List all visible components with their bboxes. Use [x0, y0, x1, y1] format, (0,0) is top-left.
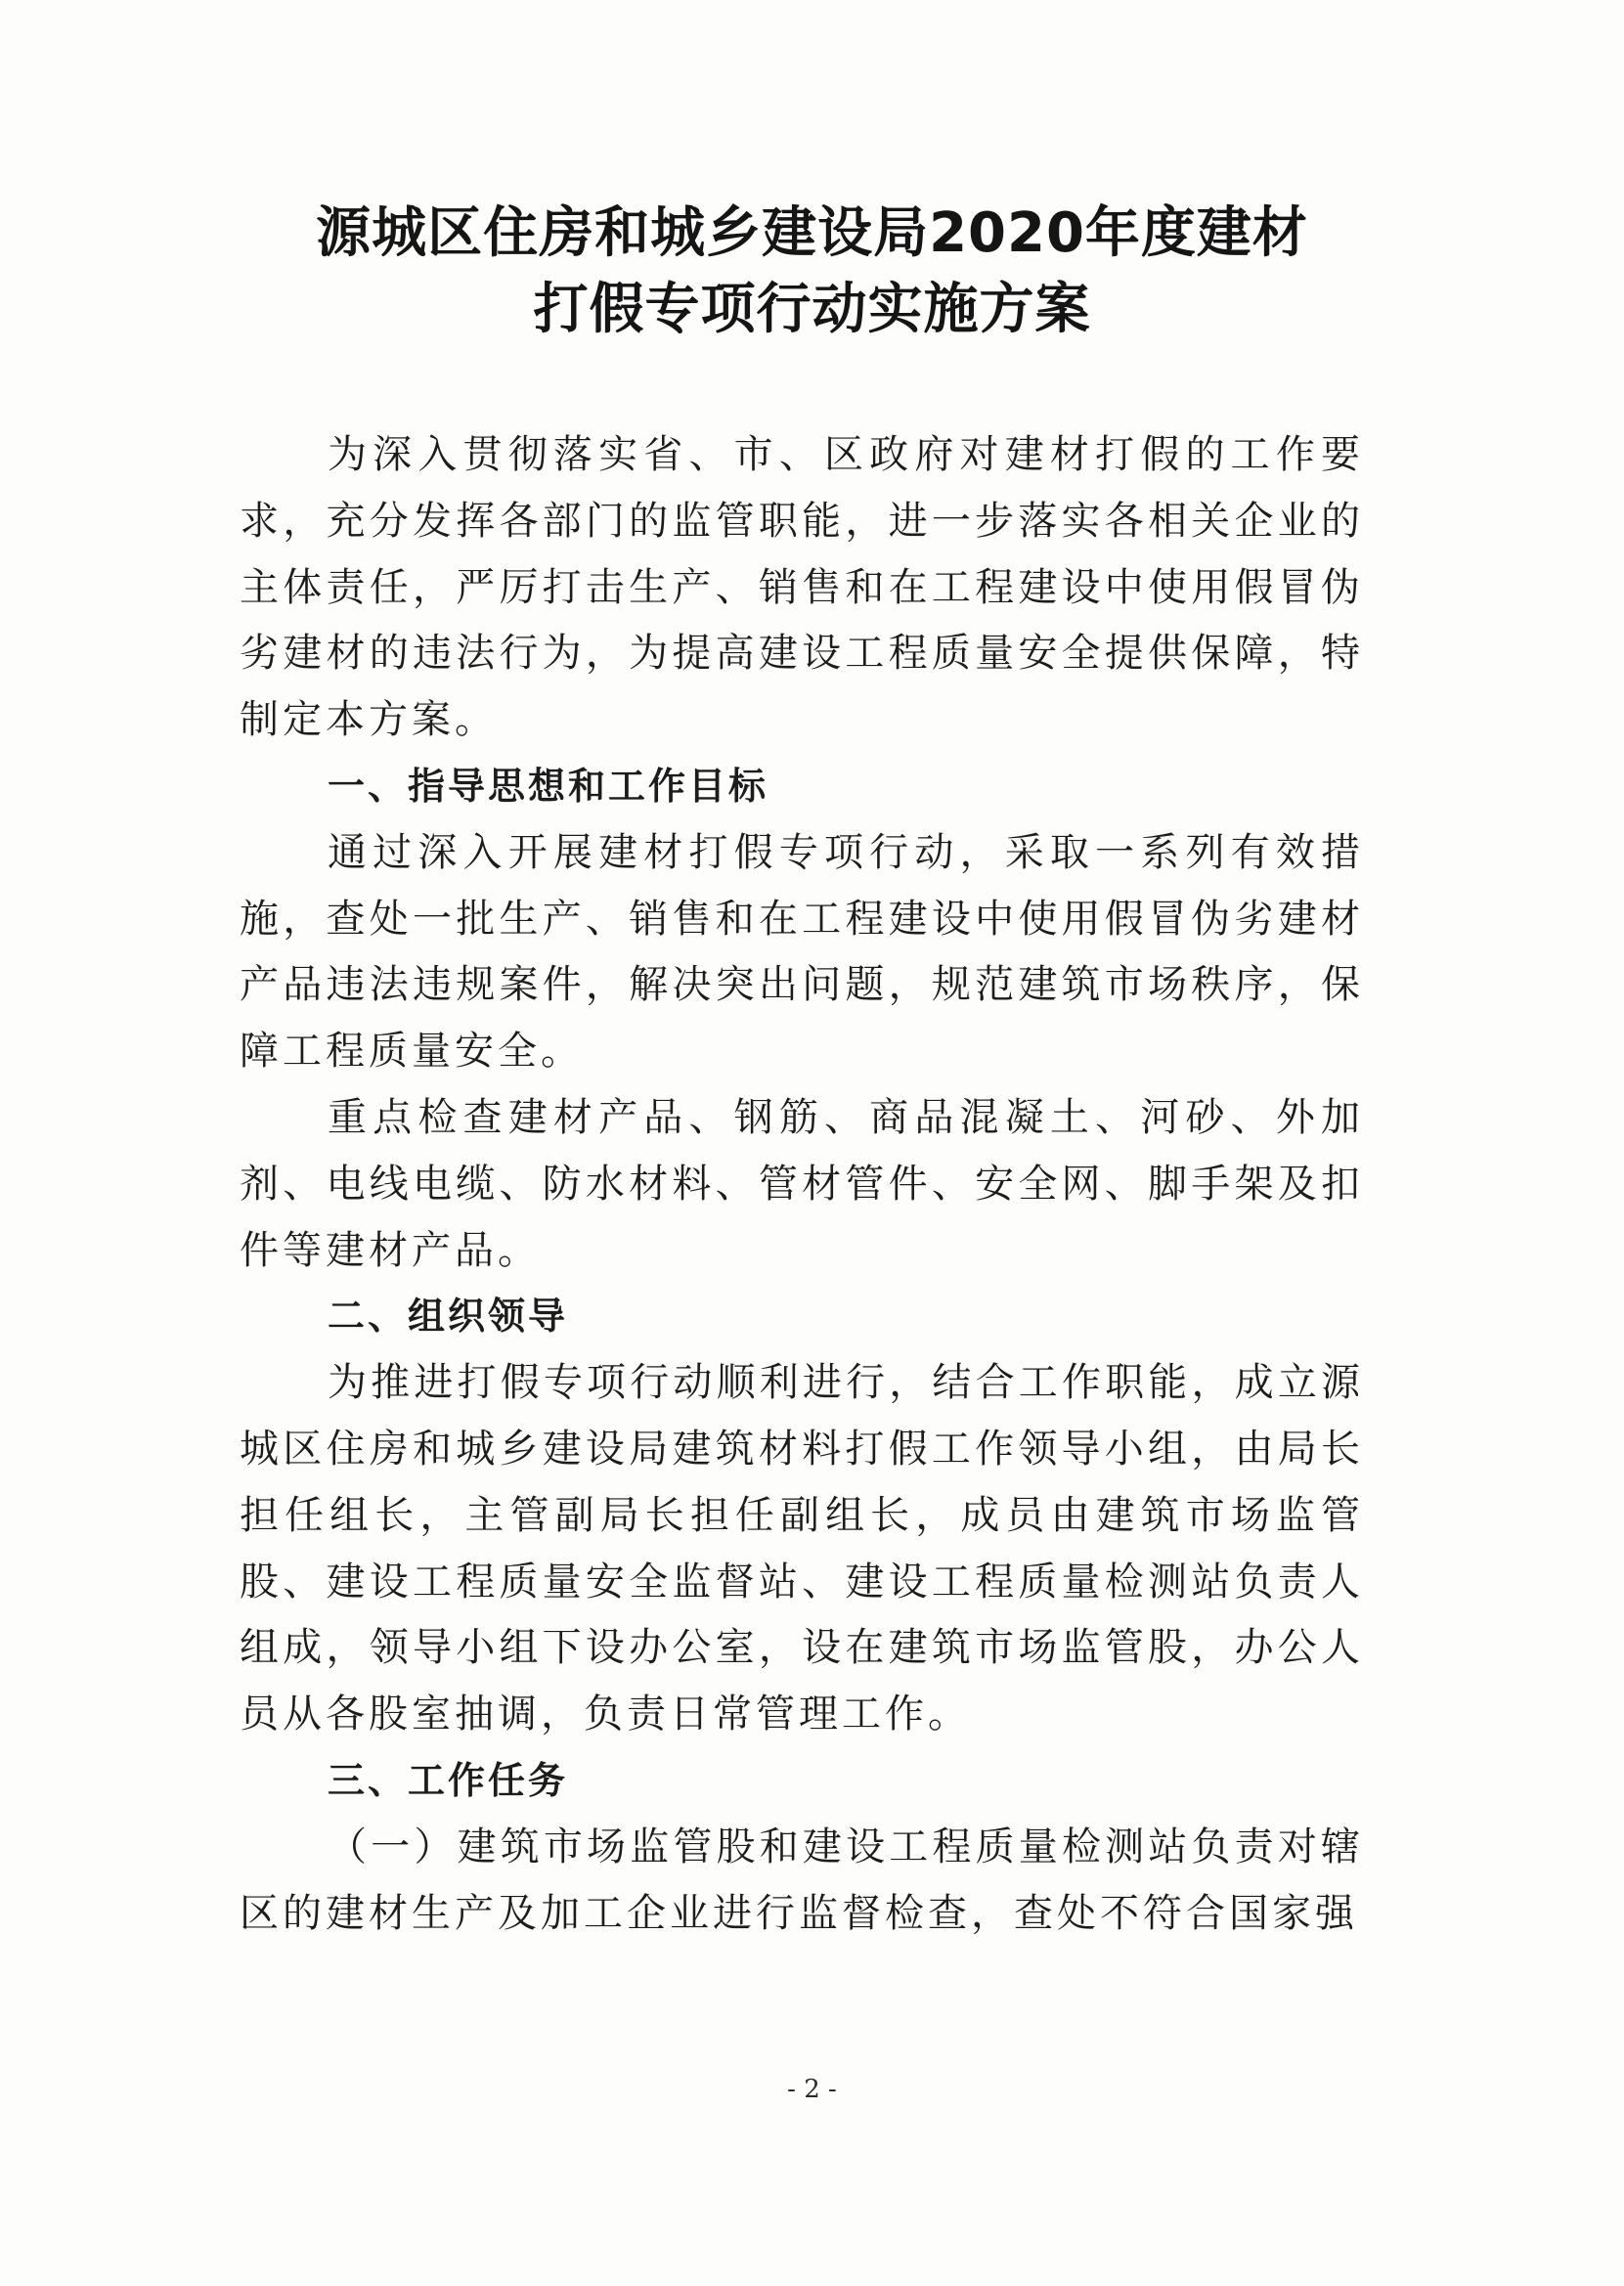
title-line-1: 源城区住房和城乡建设局2020年度建材	[316, 201, 1308, 265]
section-3-paragraph-1: （一）建筑市场监管股和建设工程质量检测站负责对辖区的建材生产及加工企业进行监督检查，查处不符合国家强	[240, 1824, 1364, 1936]
section-2-paragraph-1: 为推进打假专项行动顺利进行，结合工作职能，成立源城区住房和城乡建设局建筑材料打假工作领导小组，由局长担任组长，主管副局长担任副组长，成员由建筑市场监管股、建设工程质量安全监督站、建设工程质量检测站负责人组成，领导小组下设办公室，设在建筑市场监管股，办公人员从各股室抽调，负责日常管理工作。	[240, 1360, 1364, 1737]
section-3-heading: 三、工作任务	[328, 1758, 569, 1802]
page-number: - 2 -	[787, 2075, 837, 2104]
document-title	[0, 196, 1624, 348]
document-body	[240, 422, 1364, 1947]
section-1-heading: 一、指导思想和工作目标	[328, 764, 769, 808]
intro-paragraph: 为深入贯彻落实省、市、区政府对建材打假的工作要求，充分发挥各部门的监管职能，进一步落实各相关企业的主体责任，严厉打击生产、销售和在工程建设中使用假冒伪劣建材的违法行为，为提高建设工程质量安全提供保障，特制定本方案。	[240, 432, 1364, 743]
section-1-paragraph-2: 重点检查建材产品、钢筋、商品混凝土、河砂、外加剂、电线电缆、防水材料、管材管件、安全网、脚手架及扣件等建材产品。	[240, 1094, 1364, 1273]
section-2-heading: 二、组织领导	[328, 1295, 569, 1339]
section-1-paragraph-1: 通过深入开展建材打假专项行动，采取一系列有效措施，查处一批生产、销售和在工程建设中使用假冒伪劣建材产品违法违规案件，解决突出问题，规范建筑市场秩序，保障工程质量安全。	[240, 829, 1364, 1075]
title-line-2: 打假专项行动实施方案	[533, 278, 1091, 341]
